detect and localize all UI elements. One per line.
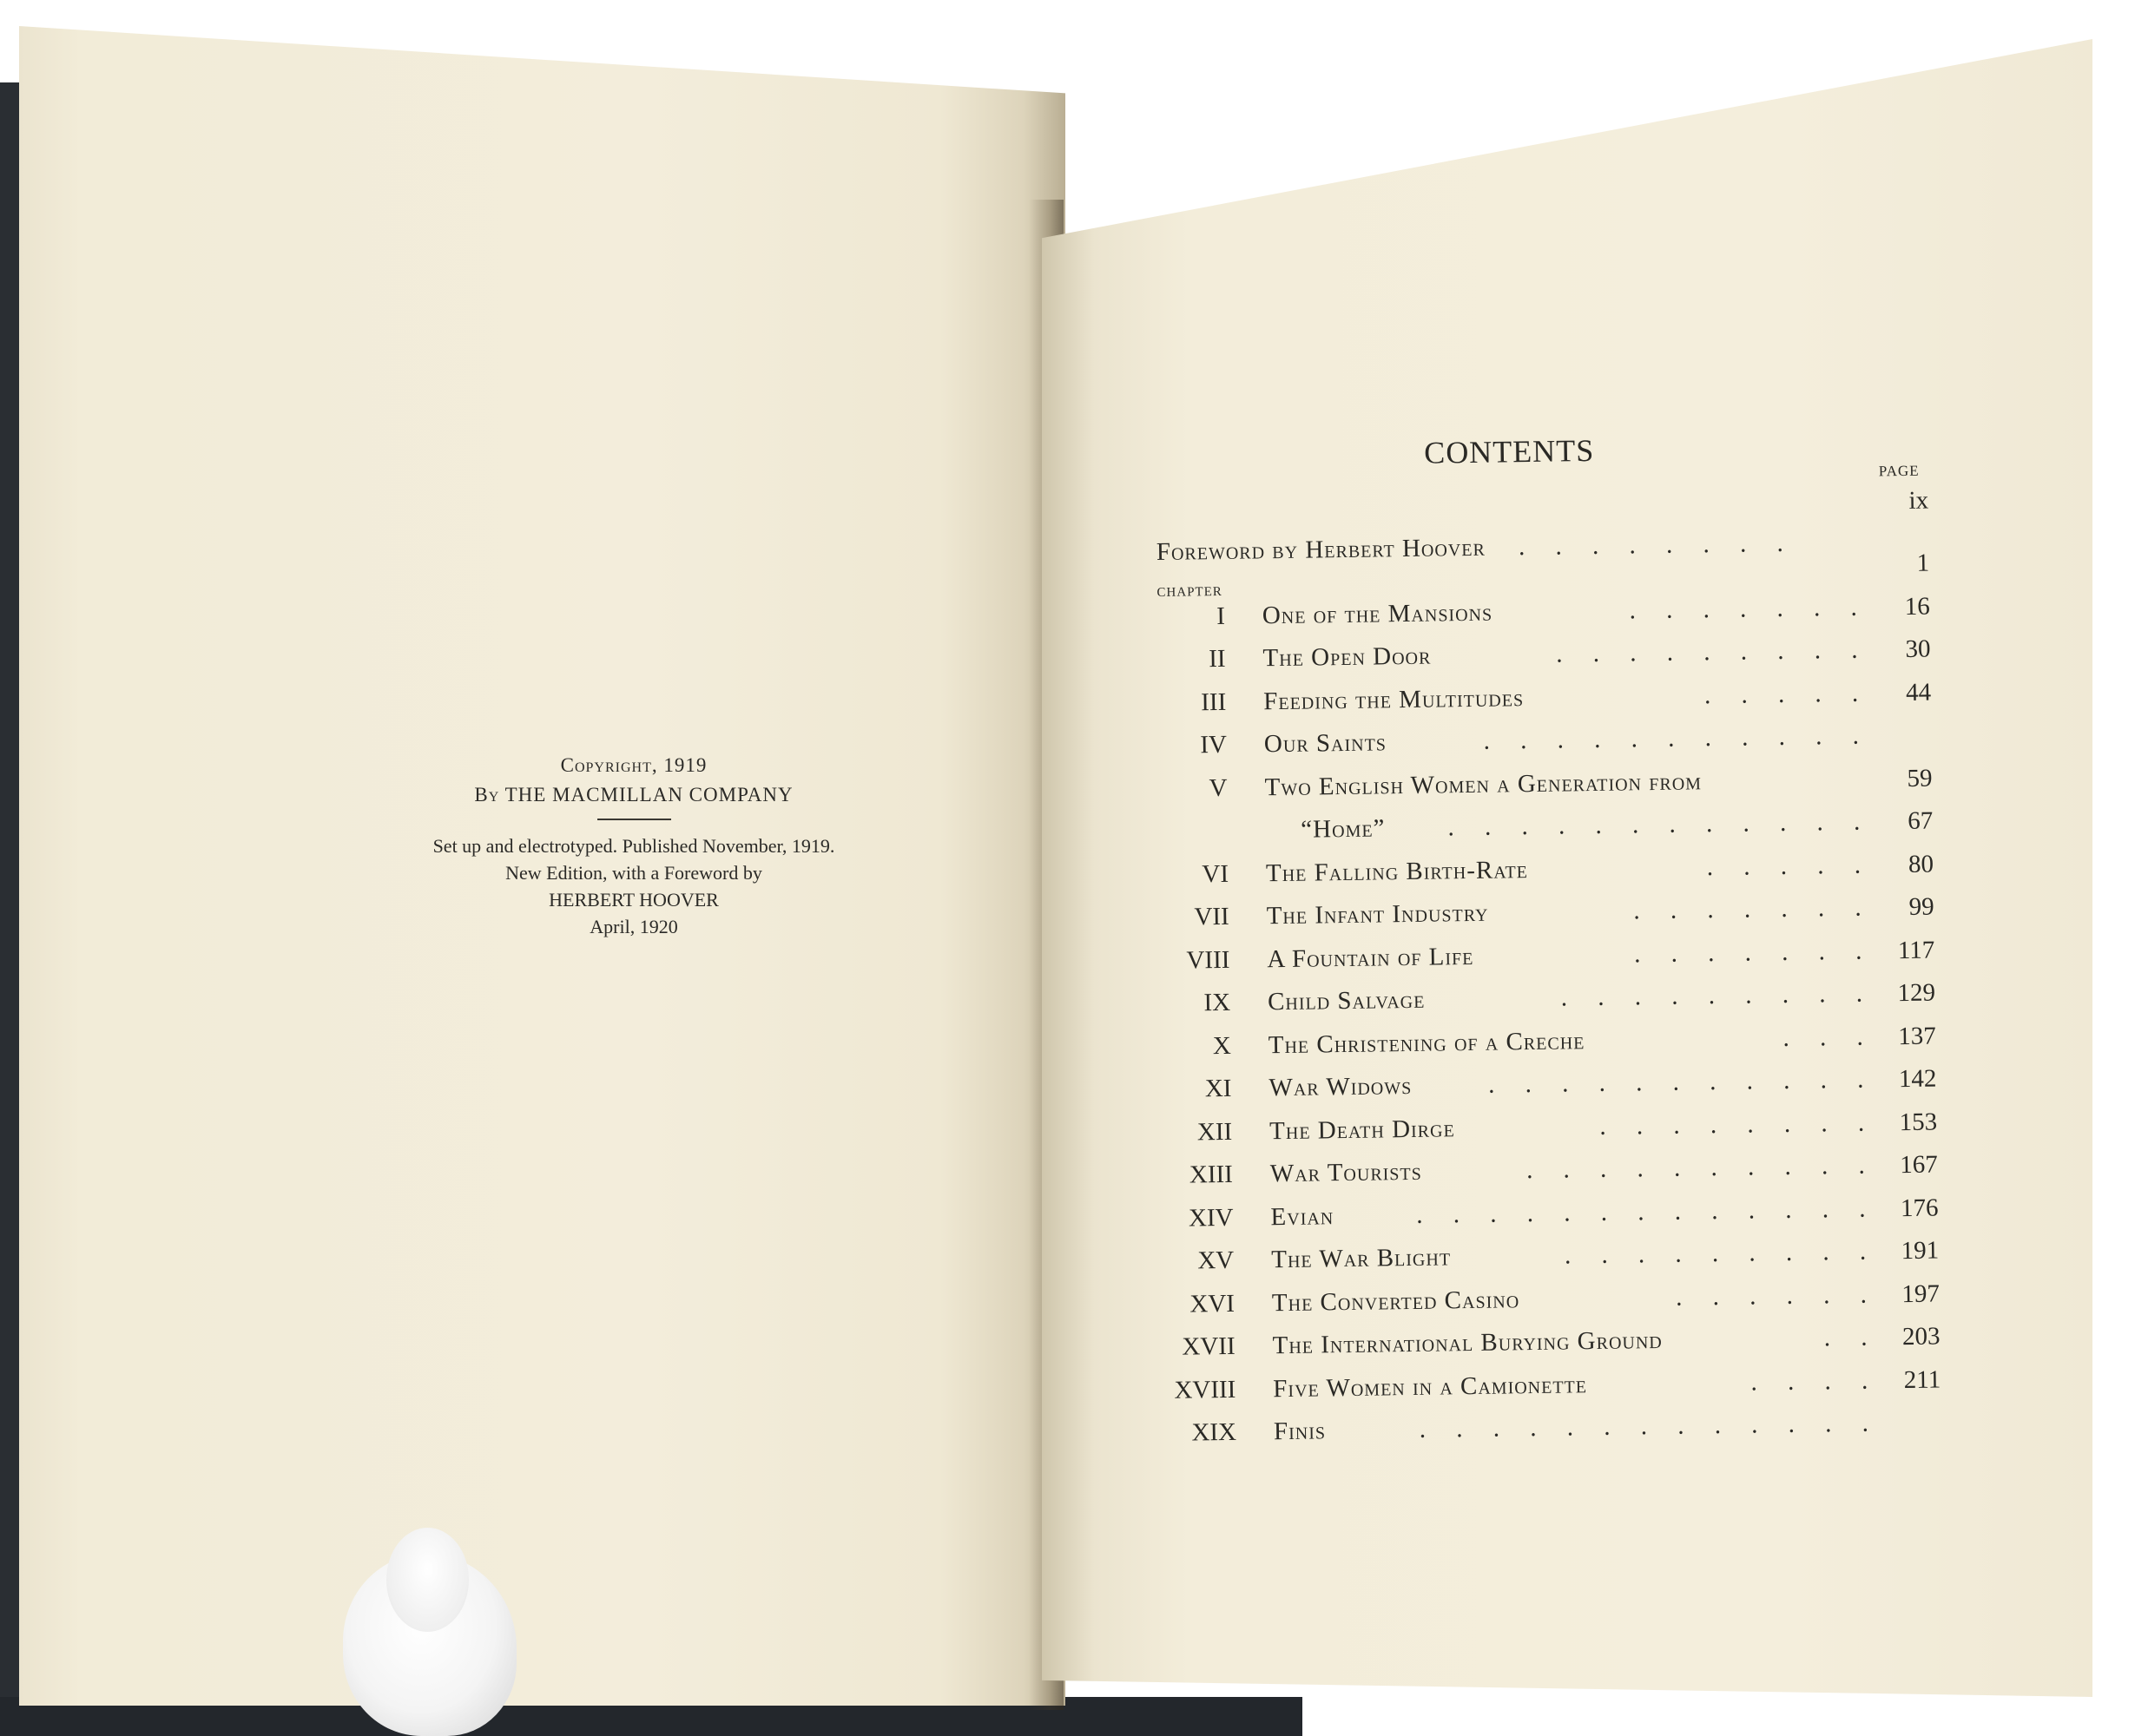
chapter-title: The Falling Birth-Rate bbox=[1265, 855, 1529, 887]
leader-dots: . . . . . . . . . . . . . bbox=[1416, 1194, 1878, 1229]
leader-dots: . . . . . . . bbox=[1633, 936, 1875, 968]
chapter-title: War Widows bbox=[1268, 1071, 1413, 1102]
chapter-page-number: 1 bbox=[1916, 549, 1930, 577]
leader-dots: . . . . . . . bbox=[1629, 593, 1870, 624]
edition-line: New Edition, with a Foreword by bbox=[505, 862, 762, 884]
chapter-page-number: 129 bbox=[1897, 978, 1936, 1008]
leader-dots: . . . . . bbox=[1706, 851, 1874, 881]
chapter-number: II bbox=[1209, 644, 1226, 674]
foreword-author-line: HERBERT HOOVER bbox=[549, 889, 719, 911]
publication-line: Set up and electrotyped. Published November, 1919. bbox=[432, 835, 835, 857]
chapter-page-number: 137 bbox=[1897, 1022, 1936, 1050]
chapter-title: The Infant Industry bbox=[1266, 898, 1489, 930]
divider-rule bbox=[597, 819, 671, 820]
chapter-title: Two English Women a Generation from bbox=[1264, 766, 1703, 801]
page-column-label: PAGE bbox=[1878, 462, 1920, 480]
leader-dots: . . . . . . . . . bbox=[1564, 1237, 1879, 1270]
chapter-number: XVI bbox=[1189, 1289, 1236, 1318]
chapter-title: One of the Mansions bbox=[1262, 598, 1493, 629]
chapter-number: VII bbox=[1194, 902, 1229, 931]
chapter-number: VI bbox=[1202, 859, 1229, 888]
chapter-number: XII bbox=[1196, 1117, 1233, 1146]
chapter-page-number: 80 bbox=[1908, 850, 1934, 878]
gloved-finger bbox=[386, 1528, 469, 1632]
chapter-title: The International Burying Ground bbox=[1272, 1325, 1663, 1360]
chapter-number: XI bbox=[1204, 1074, 1232, 1103]
chapter-title: Finis bbox=[1273, 1417, 1327, 1446]
chapter-number: XVIII bbox=[1174, 1375, 1236, 1404]
leader-dots: . . . . . . . . . . . . . bbox=[1419, 1409, 1881, 1443]
leader-dots: . . . . . bbox=[1703, 679, 1871, 709]
leader-dots: . . . . . . . . bbox=[1599, 1108, 1877, 1141]
chapter-number: IV bbox=[1200, 730, 1228, 760]
chapter-number: X bbox=[1212, 1031, 1231, 1060]
chapter-number: VIII bbox=[1186, 945, 1230, 975]
chapter-title: War Tourists bbox=[1269, 1157, 1423, 1188]
chapter-title: “Home” bbox=[1301, 814, 1386, 844]
chapter-page-number: 203 bbox=[1901, 1322, 1941, 1351]
chapter-page-number: 211 bbox=[1903, 1364, 1941, 1394]
chapter-page-number: 30 bbox=[1905, 635, 1931, 663]
leader-dots: . . bbox=[1823, 1323, 1880, 1352]
chapter-number: XIV bbox=[1188, 1203, 1234, 1233]
chapter-title: The Christening of a Creche bbox=[1268, 1026, 1585, 1059]
chapter-page-number: 16 bbox=[1904, 592, 1931, 621]
chapter-title: Evian bbox=[1270, 1201, 1334, 1231]
leader-dots: . . . . . . . . . . bbox=[1525, 1151, 1877, 1185]
foreword-page-number: ix bbox=[1908, 486, 1929, 515]
leader-dots: . . . . . . . . . . . bbox=[1483, 721, 1872, 755]
leader-dots: . . . . . . . . . bbox=[1556, 635, 1870, 668]
chapter-column-label: CHAPTER bbox=[1156, 584, 1222, 600]
contents-heading: CONTENTS bbox=[1423, 432, 1595, 470]
leader-dots: . . . . . . . . . bbox=[1560, 979, 1875, 1012]
chapter-page-number: 59 bbox=[1907, 764, 1933, 792]
chapter-title: The Open Door bbox=[1262, 641, 1432, 673]
chapter-title: A Fountain of Life bbox=[1267, 942, 1474, 973]
chapter-title: Child Salvage bbox=[1267, 985, 1426, 1016]
leader-dots: . . . bbox=[1782, 1022, 1875, 1052]
chapter-number: XV bbox=[1197, 1246, 1235, 1275]
chapter-title: The Death Dirge bbox=[1268, 1114, 1455, 1145]
chapter-number: III bbox=[1201, 687, 1227, 716]
foreword-title: Foreword by Herbert Hoover bbox=[1156, 533, 1486, 566]
leader-dots: . . . . . . . . . . . bbox=[1487, 1065, 1876, 1099]
chapter-page-number: 167 bbox=[1900, 1150, 1938, 1180]
leader-dots: . . . . bbox=[1750, 1365, 1881, 1397]
publisher-line: By THE MACMILLAN COMPANY bbox=[474, 784, 794, 806]
leader-dots: . . . . . . bbox=[1675, 1279, 1880, 1312]
chapter-page-number: 176 bbox=[1900, 1193, 1939, 1222]
chapter-page-number: 197 bbox=[1901, 1279, 1941, 1308]
chapter-title: The Converted Casino bbox=[1271, 1285, 1520, 1317]
chapter-title: Our Saints bbox=[1263, 728, 1387, 759]
chapter-title: The War Blight bbox=[1271, 1243, 1452, 1274]
chapter-number: I bbox=[1216, 602, 1226, 630]
edition-date-line: April, 1920 bbox=[590, 916, 678, 937]
chapter-page-number: 142 bbox=[1898, 1064, 1937, 1094]
leader-dots: . . . . . . . bbox=[1633, 893, 1874, 925]
chapter-page-number: 44 bbox=[1905, 678, 1932, 707]
chapter-page-number: 67 bbox=[1908, 806, 1934, 835]
chapter-page-number: 191 bbox=[1901, 1236, 1940, 1266]
toc-foreword-title: Foreword by Herbert Hoover . . . . . . . . bbox=[1156, 529, 1796, 566]
chapter-page-number: 99 bbox=[1908, 892, 1934, 921]
chapter-number: XIX bbox=[1191, 1417, 1237, 1447]
copyright-imprint bbox=[373, 751, 894, 940]
chapter-number: XIII bbox=[1189, 1160, 1234, 1189]
chapter-title: Feeding the Multitudes bbox=[1263, 683, 1525, 715]
chapter-number: V bbox=[1209, 773, 1228, 802]
chapter-page-number: 117 bbox=[1897, 936, 1935, 964]
chapter-page-number: 153 bbox=[1899, 1107, 1938, 1136]
chapter-title: Five Women in a Camionette bbox=[1273, 1370, 1588, 1403]
copyright-line: Copyright, 1919 bbox=[560, 754, 708, 776]
leader-dots: . . . . . . . . . . . . bbox=[1447, 807, 1873, 842]
chapter-number: IX bbox=[1203, 988, 1231, 1017]
chapter-number: XVII bbox=[1182, 1332, 1236, 1361]
